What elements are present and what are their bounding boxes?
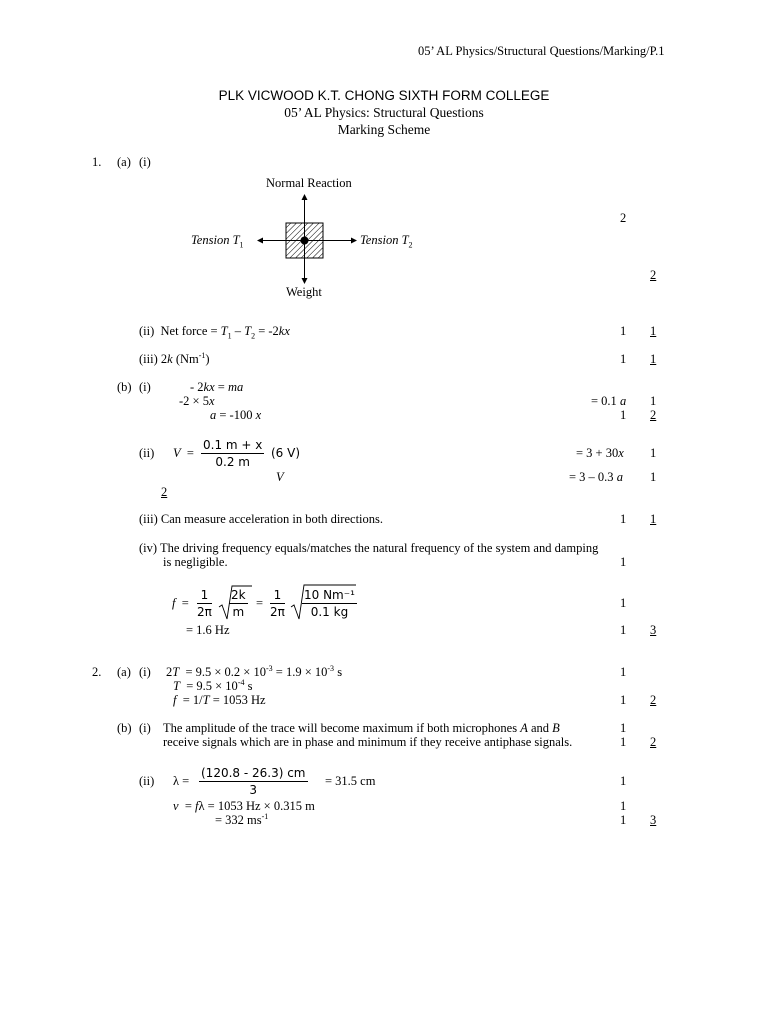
q2-bi-line2: receive signals which are in phase and minimum if they receive antiphase signals. <box>163 735 573 749</box>
q2-v-line2: = 332 $ms^{-1}$ <box>215 811 269 827</box>
q2-ai-total: 2 <box>650 693 657 707</box>
q1-ai-total: 2 <box>650 268 657 282</box>
page-reference: 05’ AL Physics/Structural Questions/Marking/P.1 <box>418 44 665 58</box>
q1-aii-mark: 1 <box>620 324 627 338</box>
q2-b-i: (i) <box>139 721 151 735</box>
q1-part-a: (a) <box>117 155 131 169</box>
normal-reaction-label: Normal Reaction <box>266 176 352 190</box>
q2-bi-line1: The amplitude of the trace will become maximum if both microphones A and B <box>163 721 560 735</box>
q1-b-iv-line2: is negligible. <box>163 555 228 569</box>
question-2-number: 2. <box>92 665 102 679</box>
q2-bi-total: 2 <box>650 735 657 749</box>
tension-1-label: Tension $T_1$ <box>191 233 244 250</box>
q1-f-root-num1: 2k <box>231 588 246 602</box>
q1-f-result: = 1.6 Hz <box>186 623 230 637</box>
q2-v-line2-mark: 1 <box>620 813 627 827</box>
q1-f-fraction1 <box>197 588 212 619</box>
q2-b-ii: (ii) <box>139 774 155 788</box>
college-name: PLK VICWOOD K.T. CHONG SIXTH FORM COLLEGE <box>218 88 550 103</box>
q1-biii-mark: 1 <box>620 512 627 526</box>
q1-bi-line3: a = -100 x <box>210 408 262 422</box>
q1-bi-line2: -2 × 5x <box>179 394 215 408</box>
q2-ai-line3-mark: 1 <box>620 693 627 707</box>
q1-a-i: (i) <box>139 155 151 169</box>
q2-bii-total: 3 <box>650 813 657 827</box>
q1-bii-result1: = 3 + 30x <box>576 446 624 460</box>
q1-bi-line2-right: = 0.1 a <box>591 394 627 408</box>
q1-bii-v2: V <box>276 470 284 484</box>
q1-f-mark: 1 <box>620 596 627 610</box>
q1-bi-total: 2 <box>650 408 657 422</box>
q1-biv-mark1: 1 <box>620 555 627 569</box>
q1-bii-total: 2 <box>161 485 168 499</box>
q2-lambda-result: = 31.5 cm <box>325 774 376 788</box>
tension-2-label: Tension $T_2$ <box>360 233 413 250</box>
q1-ai-mark: 2 <box>620 211 627 225</box>
q1-bii-v: V = <box>173 446 194 460</box>
q1-f-root-fraction1 <box>229 588 248 619</box>
q1-f-root-num2: 10 Nm⁻¹ <box>304 588 355 602</box>
q1-a-ii: (ii) Net force = $T_1 - T_2 = -2kx$ <box>139 324 290 341</box>
question-1-number: 1. <box>92 155 102 169</box>
q2-bi-line2-mark: 1 <box>620 735 627 749</box>
q2-ai-line1: $2T = 9.5 \times 0.2 \times 10^{-3} = 1.9 \times 10^{-3}$ s <box>166 663 343 679</box>
weight-label: Weight <box>286 285 322 299</box>
q1-aii-total: 1 <box>650 324 657 338</box>
q2-v-line1: v = fλ = 1053 Hz × 0.315 m <box>173 799 315 813</box>
q2-lambda-numerator: (120.8 - 26.3) cm <box>201 766 306 780</box>
q2-ai-line1-mark: 1 <box>620 665 627 679</box>
q2-lambda-fraction <box>199 766 308 797</box>
q1-a-iii: (iii) 2k $(Nm^{-1})$ <box>139 350 210 366</box>
q1-f-fraction2 <box>270 588 285 619</box>
q1-b-iv-line1: (iv) The driving frequency equals/matches the natural frequency of the system and damping <box>139 541 599 555</box>
q2-lambda-mark: 1 <box>620 774 627 788</box>
q2-a-i: (i) <box>139 665 151 679</box>
q1-f-den1: 2π <box>197 605 212 619</box>
q1-b-ii: (ii) <box>139 446 155 460</box>
q2-lambda: λ = <box>173 774 190 788</box>
q2-bi-line1-mark: 1 <box>620 721 627 735</box>
q1-bii-numerator: 0.1 m + x <box>203 438 263 452</box>
q1-f-root-den2: 0.1 kg <box>310 605 349 619</box>
q1-f-equation: f = <box>172 596 189 610</box>
q1-f-equals2: = <box>256 596 264 610</box>
q1-aiii-mark: 1 <box>620 352 627 366</box>
q1-b-i: (i) <box>139 380 151 394</box>
q2-part-a: (a) <box>117 665 131 679</box>
q1-bii-mark1: 1 <box>650 446 657 460</box>
q2-ai-line3: f = 1/T = 1053 Hz <box>173 693 266 707</box>
q1-b-iii: (iii) Can measure acceleration in both directions. <box>139 512 384 526</box>
q1-f-root-den1: m <box>232 605 245 619</box>
q2-ai-line2: $T = 9.5 \times 10^{-4}$ s <box>173 677 253 693</box>
q1-part-b: (b) <box>117 380 132 394</box>
q1-bii-tail: (6 V) <box>271 446 301 460</box>
q1-bi-line3-mark: 1 <box>620 408 627 422</box>
q1-bi-line1: - 2kx = ma <box>190 380 244 394</box>
q1-biii-total: 1 <box>650 512 657 526</box>
document-title: Marking Scheme <box>337 122 431 137</box>
force-diagram <box>250 190 360 290</box>
q2-lambda-denominator: 3 <box>249 783 258 797</box>
q1-bii-mark2: 1 <box>650 470 657 484</box>
q1-f-den2: 2π <box>270 605 285 619</box>
q1-bii-result2: = 3 – 0.3 a <box>569 470 623 484</box>
q1-bii-fraction <box>201 438 264 469</box>
q1-bi-line2-mark: 1 <box>650 394 657 408</box>
q1-f-root-fraction2 <box>302 588 357 619</box>
q1-f-num1: 1 <box>197 588 212 604</box>
q2-v-line1-mark: 1 <box>620 799 627 813</box>
q2-part-b: (b) <box>117 721 132 735</box>
q1-biv-total: 3 <box>650 623 657 637</box>
paper-subtitle: 05’ AL Physics: Structural Questions <box>284 105 484 120</box>
q1-f-num2: 1 <box>270 588 285 604</box>
q1-bii-denominator: 0.2 m <box>215 455 250 469</box>
q1-f-result-mark: 1 <box>620 623 627 637</box>
q1-aiii-total: 1 <box>650 352 657 366</box>
